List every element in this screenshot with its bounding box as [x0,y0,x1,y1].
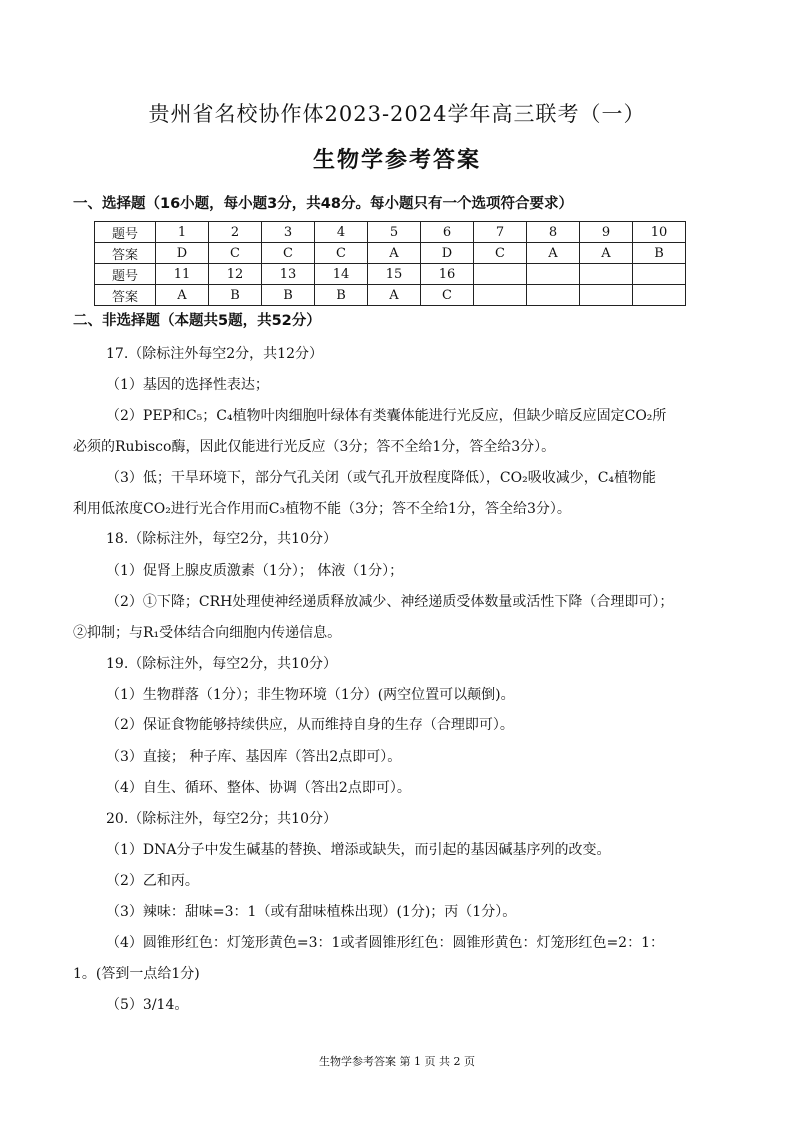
table-cell: C [315,243,368,264]
answer-text: ②抑制；与R₁受体结合向细胞内传递信息。 [73,625,342,641]
table-cell: 9 [580,222,633,243]
table-cell: A [580,243,633,264]
table-row [95,285,686,306]
table-cell: 题号 [95,222,156,243]
table-cell: 答案 [95,243,156,264]
answer-text: （4）圆锥形红色：灯笼形黄色=3：1或者圆锥形红色：圆锥形黄色：灯笼形红色=2：1： [106,935,664,951]
table-cell [527,264,580,285]
question-19-heading: 19.（除标注外，每空2分，共10分） [106,656,337,672]
answer-text: 1。(答到一点给1分) [73,966,200,982]
table-cell: 6 [421,222,474,243]
answer-text: （3）低；干旱环境下，部分气孔关闭（或气孔开放程度降低），CO₂吸收减少，C₄植物能 [106,470,657,486]
table-cell: 3 [262,222,315,243]
question-20-heading: 20.（除标注外，每空2分；共10分） [106,811,337,827]
answer-text: （2）保证食物能够持续供应，从而维持自身的生存（合理即可）。 [106,717,514,733]
table-row [95,243,686,264]
table-cell [580,264,633,285]
table-cell: C [262,243,315,264]
table-cell: 题号 [95,264,156,285]
answer-table [94,221,686,306]
page-footer: 生物学参考答案 第 1 页 共 2 页 [319,1055,475,1068]
answer-text: （1）DNA分子中发生碱基的替换、增添或缺失，而引起的基因碱基序列的改变。 [106,842,611,858]
answer-text: （3）辣味：甜味=3：1（或有甜味植株出现）(1分)；丙（1分）。 [106,904,517,920]
table-cell [474,264,527,285]
question-18-heading: 18.（除标注外，每空2分，共10分） [106,531,337,547]
table-cell: A [368,243,421,264]
table-cell: A [156,285,209,306]
table-cell: C [209,243,262,264]
table-cell: 8 [527,222,580,243]
table-row [95,222,686,243]
answer-text: 利用低浓度CO₂进行光合作用而C₃植物不能（3分；答不全给1分，答全给3分）。 [73,501,571,517]
table-cell: 15 [368,264,421,285]
answer-text: （1）基因的选择性表达； [106,377,269,393]
table-cell: 2 [209,222,262,243]
question-17-heading: 17.（除标注外每空2分，共12分） [106,346,323,362]
table-cell: 答案 [95,285,156,306]
table-row [95,264,686,285]
answer-text: （1）促肾上腺皮质激素（1分）； 体液（1分）； [106,563,404,579]
document-title: 贵州省名校协作体2023-2024学年高三联考（一） [148,102,646,126]
table-cell: A [527,243,580,264]
answer-text: （5）3/14。 [106,997,189,1013]
table-cell: D [156,243,209,264]
table-cell: 10 [633,222,686,243]
answer-text: （4）自生、循环、整体、协调（答出2点即可）。 [106,780,411,796]
section-heading-nonchoice: 二、非选择题（本题共5题，共52分） [73,313,321,329]
table-cell: D [421,243,474,264]
table-cell [527,285,580,306]
table-cell [633,264,686,285]
table-cell: 13 [262,264,315,285]
table-cell [474,285,527,306]
table-cell: C [474,243,527,264]
table-cell: 16 [421,264,474,285]
answer-text: 必须的Rubisco酶，因此仅能进行光反应（3分；答不全给1分，答全给3分）。 [73,439,556,455]
table-cell: C [421,285,474,306]
document-subtitle: 生物学参考答案 [312,147,481,173]
table-cell: 12 [209,264,262,285]
answer-text: （2）乙和丙。 [106,873,199,889]
table-cell: A [368,285,421,306]
table-cell: 4 [315,222,368,243]
table-cell: 5 [368,222,421,243]
table-cell [633,285,686,306]
table-cell: 11 [156,264,209,285]
answer-text: （1）生物群落（1分）；非生物环境（1分）(两空位置可以颠倒)。 [106,687,515,703]
table-cell: B [209,285,262,306]
table-cell: 7 [474,222,527,243]
answer-text: （2）①下降；CRH处理使神经递质释放减少、神经递质受体数量或活性下降（合理即可）； [106,594,674,610]
table-cell [580,285,633,306]
answer-text: （3）直接； 种子库、基因库（答出2点即可）。 [106,749,402,765]
table-cell: B [315,285,368,306]
table-cell: B [262,285,315,306]
table-cell: 1 [156,222,209,243]
table-cell: 14 [315,264,368,285]
answer-text: （2）PEP和C₅；C₄植物叶肉细胞叶绿体有类囊体能进行光反应，但缺少暗反应固定CO₂所 [106,408,667,424]
section-heading-choice: 一、选择题（16小题，每小题3分，共48分。每小题只有一个选项符合要求） [73,196,573,212]
table-cell: B [633,243,686,264]
